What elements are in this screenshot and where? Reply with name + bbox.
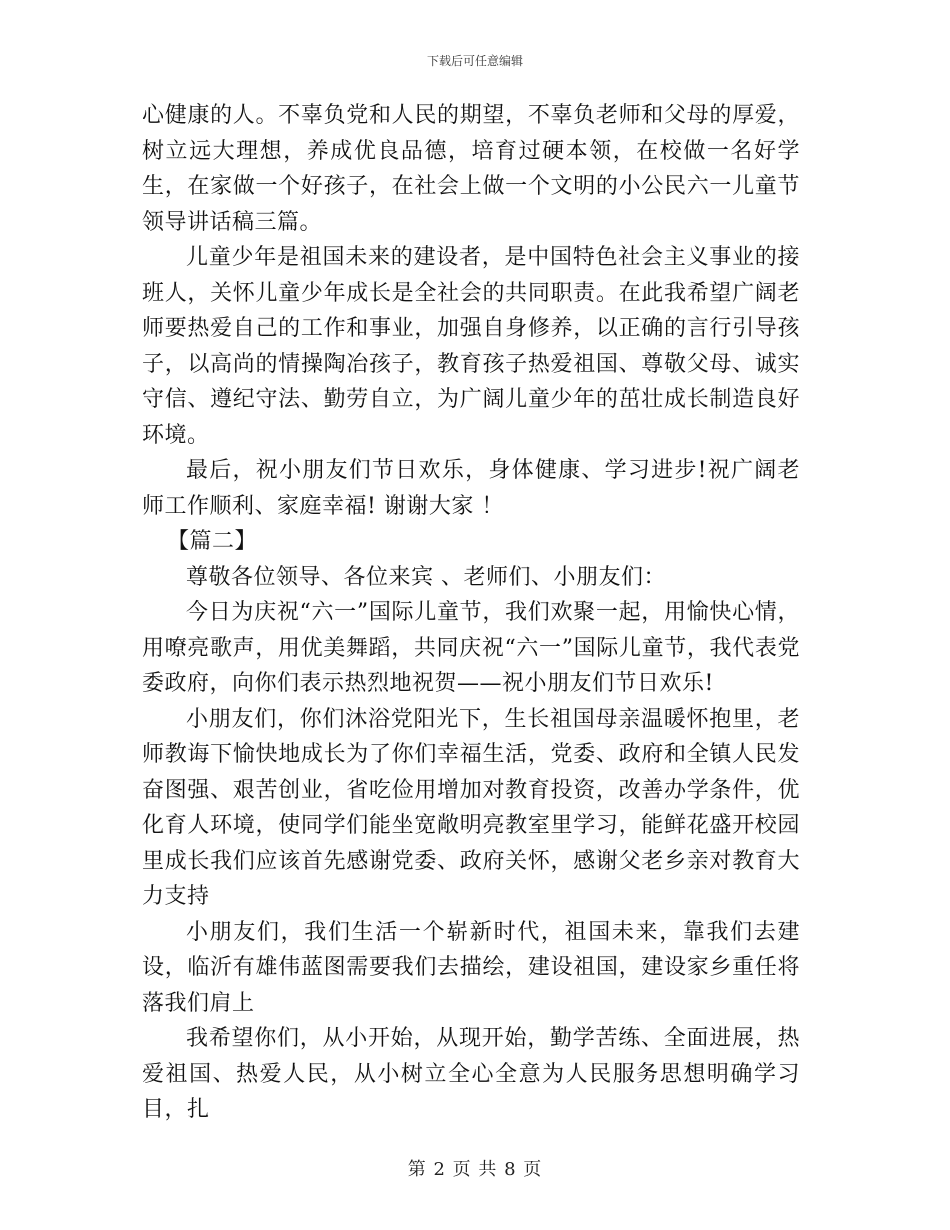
paragraph-teachers-wish: 儿童少年是祖国未来的建设者，是中国特色社会主义事业的接班人，关怀儿童少年成长是全社会的共同职责。在此我希望广阔老师要热爱自己的工作和事业，加强自身修养，以正确的言行引导孩子，以高尚的情操陶冶孩子，教育孩子热爱祖国、尊敬父母、诚实守信、遵纪守法、勤劳自立，为广阔儿童少年的茁壮成长制造良好环境。 (142, 245, 800, 448)
page-number-footer: 第 2 页 共 8 页 (407, 1159, 543, 1180)
document-body (142, 98, 800, 1128)
paragraph-gratitude: 小朋友们，你们沐浴党阳光下，生长祖国母亲温暖怀抱里，老师教诲下愉快地成长为了你们幸福生活，党委、政府和全镇人民发奋图强、艰苦创业，省吃俭用增加对教育投资，改善办学条件，优化育人环境，使同学们能坐宽敞明亮教室里学习，能鲜花盛开校园里成长我们应该首先感谢党委、政府关怀，感谢父老乡亲对教育大力支持 (142, 706, 800, 909)
paragraph-hopes: 我希望你们，从小开始，从现开始，勤学苦练、全面进展，热爱祖国、热爱人民，从小树立全心全意为人民服务思想明确学习目，扎 (142, 1026, 800, 1122)
section-heading-part-two: 【篇二】 (167, 529, 258, 554)
paragraph-continuation: 心健康的人。不辜负党和人民的期望，不辜负老师和父母的厚爱，树立远大理想，养成优良品德，培育过硬本领，在校做一名好学生，在家做一个好孩子，在社会上做一个文明的小公民六一儿童节领导讲话稿三篇。 (142, 103, 800, 235)
paragraph-celebration: 今日为庆祝“六一”国际儿童节，我们欢聚一起，用愉快心情，用嘹亮歌声，用优美舞蹈，共同庆祝“六一”国际儿童节，我代表党委政府，向你们表示热烈地祝贺——祝小朋友们节日欢乐! (142, 600, 800, 696)
paragraph-new-era: 小朋友们，我们生活一个崭新时代，祖国未来，靠我们去建设，临沂有雄伟蓝图需要我们去描绘，建设祖国，建设家乡重任将落我们肩上 (142, 919, 800, 1016)
page-header-note: 下载后可任意编辑 (426, 54, 523, 68)
paragraph-salutation: 尊敬各位领导、各位来宾 、老师们、小朋友们： (186, 564, 666, 590)
paragraph-closing-wishes: 最后，祝小朋友们节日欢乐，身体健康、学习进步!祝广阔老师工作顺利、家庭幸福! 谢谢大家 ！ (142, 458, 800, 519)
